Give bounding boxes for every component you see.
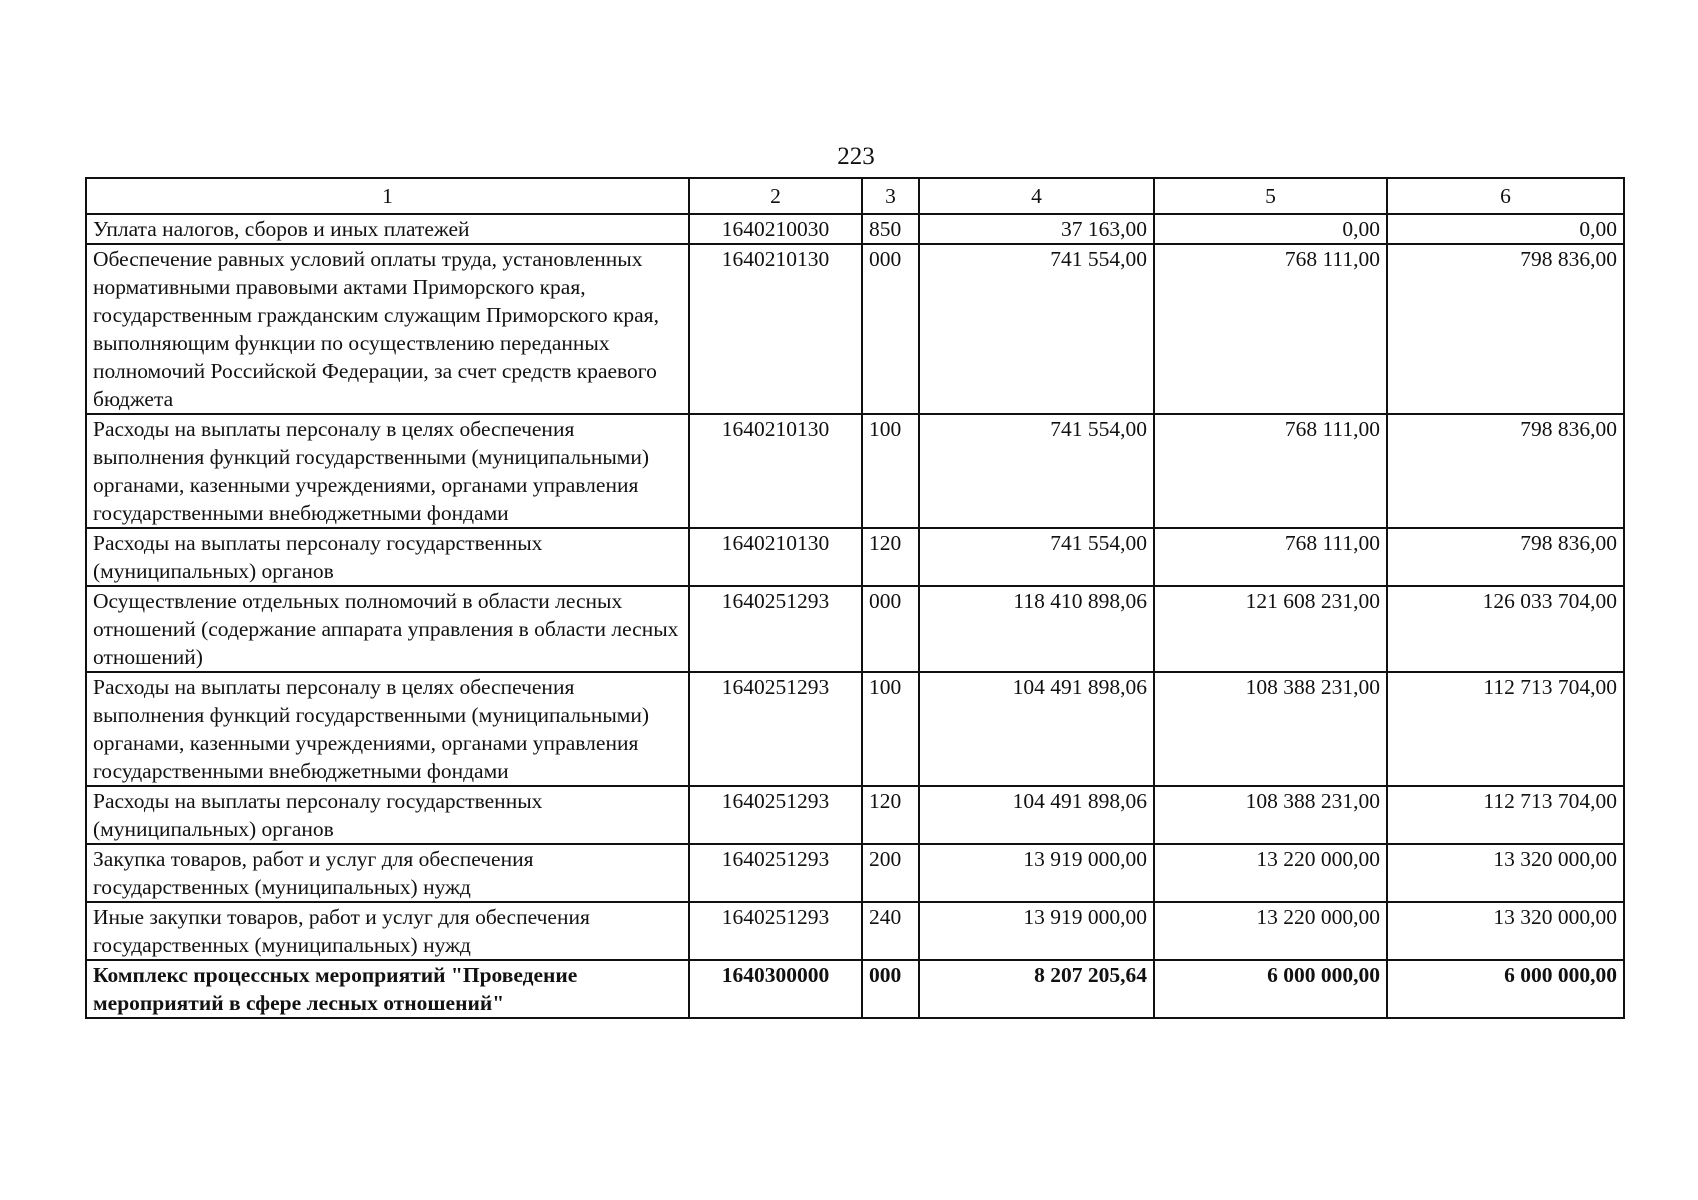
table-row	[86, 786, 1624, 844]
amount-col6: 798 836,00	[1387, 414, 1624, 528]
expense-type-code: 240	[862, 902, 919, 960]
item-name: Расходы на выплаты персоналу в целях обеспечения выполнения функций государственными (муниципальными) органами, казенными учреждениями, органами управления государственными внебюджетными фондами	[86, 414, 689, 528]
expense-type-code: 200	[862, 844, 919, 902]
budget-table	[85, 177, 1625, 1019]
amount-col5: 108 388 231,00	[1154, 786, 1387, 844]
table-row	[86, 528, 1624, 586]
amount-col6: 0,00	[1387, 214, 1624, 244]
amount-col6: 112 713 704,00	[1387, 672, 1624, 786]
target-article-code: 1640251293	[689, 786, 862, 844]
target-article-code: 1640300000	[689, 960, 862, 1018]
expense-type-code: 000	[862, 586, 919, 672]
amount-col5: 768 111,00	[1154, 414, 1387, 528]
target-article-code: 1640210030	[689, 214, 862, 244]
amount-col5: 13 220 000,00	[1154, 844, 1387, 902]
expense-type-code: 100	[862, 414, 919, 528]
table-row	[86, 244, 1624, 414]
amount-col4: 741 554,00	[919, 414, 1154, 528]
amount-col4: 104 491 898,06	[919, 672, 1154, 786]
column-header: 5	[1154, 178, 1387, 214]
item-name: Расходы на выплаты персоналу государственных (муниципальных) органов	[86, 528, 689, 586]
target-article-code: 1640251293	[689, 672, 862, 786]
table-row	[86, 214, 1624, 244]
amount-col6: 126 033 704,00	[1387, 586, 1624, 672]
table-row	[86, 902, 1624, 960]
target-article-code: 1640210130	[689, 244, 862, 414]
amount-col4: 8 207 205,64	[919, 960, 1154, 1018]
target-article-code: 1640210130	[689, 528, 862, 586]
item-name: Осуществление отдельных полномочий в области лесных отношений (содержание аппарата управления в области лесных отношений)	[86, 586, 689, 672]
amount-col4: 741 554,00	[919, 244, 1154, 414]
table-row	[86, 586, 1624, 672]
column-header: 6	[1387, 178, 1624, 214]
item-name: Уплата налогов, сборов и иных платежей	[86, 214, 689, 244]
amount-col4: 13 919 000,00	[919, 844, 1154, 902]
amount-col4: 118 410 898,06	[919, 586, 1154, 672]
table-row	[86, 414, 1624, 528]
target-article-code: 1640210130	[689, 414, 862, 528]
item-name: Расходы на выплаты персоналу в целях обеспечения выполнения функций государственными (муниципальными) органами, казенными учреждениями, органами управления государственными внебюджетными фондами	[86, 672, 689, 786]
amount-col6: 6 000 000,00	[1387, 960, 1624, 1018]
item-name: Расходы на выплаты персоналу государственных (муниципальных) органов	[86, 786, 689, 844]
table-row	[86, 672, 1624, 786]
amount-col6: 13 320 000,00	[1387, 902, 1624, 960]
expense-type-code: 120	[862, 786, 919, 844]
expense-type-code: 000	[862, 960, 919, 1018]
expense-type-code: 000	[862, 244, 919, 414]
column-header: 1	[86, 178, 689, 214]
amount-col6: 13 320 000,00	[1387, 844, 1624, 902]
amount-col5: 768 111,00	[1154, 528, 1387, 586]
amount-col6: 112 713 704,00	[1387, 786, 1624, 844]
item-name: Закупка товаров, работ и услуг для обеспечения государственных (муниципальных) нужд	[86, 844, 689, 902]
amount-col5: 0,00	[1154, 214, 1387, 244]
column-header: 4	[919, 178, 1154, 214]
amount-col5: 768 111,00	[1154, 244, 1387, 414]
column-header: 3	[862, 178, 919, 214]
column-number-row	[86, 178, 1624, 214]
amount-col4: 104 491 898,06	[919, 786, 1154, 844]
amount-col5: 13 220 000,00	[1154, 902, 1387, 960]
table-row-total	[86, 960, 1624, 1018]
target-article-code: 1640251293	[689, 586, 862, 672]
expense-type-code: 850	[862, 214, 919, 244]
expense-type-code: 100	[862, 672, 919, 786]
amount-col5: 121 608 231,00	[1154, 586, 1387, 672]
item-name: Иные закупки товаров, работ и услуг для обеспечения государственных (муниципальных) нужд	[86, 902, 689, 960]
item-name: Обеспечение равных условий оплаты труда, установленных нормативными правовыми актами Приморского края, государственным гражданским служащим Приморского края, выполняющим функции по осуществлению переданных полномочий Российской Федерации, за счет средств краевого бюджета	[86, 244, 689, 414]
amount-col4: 13 919 000,00	[919, 902, 1154, 960]
column-header: 2	[689, 178, 862, 214]
table-row	[86, 844, 1624, 902]
target-article-code: 1640251293	[689, 902, 862, 960]
amount-col6: 798 836,00	[1387, 244, 1624, 414]
amount-col5: 6 000 000,00	[1154, 960, 1387, 1018]
amount-col5: 108 388 231,00	[1154, 672, 1387, 786]
amount-col4: 37 163,00	[919, 214, 1154, 244]
amount-col4: 741 554,00	[919, 528, 1154, 586]
page-number: 223	[837, 143, 875, 170]
target-article-code: 1640251293	[689, 844, 862, 902]
amount-col6: 798 836,00	[1387, 528, 1624, 586]
item-name: Комплекс процессных мероприятий "Проведение мероприятий в сфере лесных отношений"	[86, 960, 689, 1018]
expense-type-code: 120	[862, 528, 919, 586]
